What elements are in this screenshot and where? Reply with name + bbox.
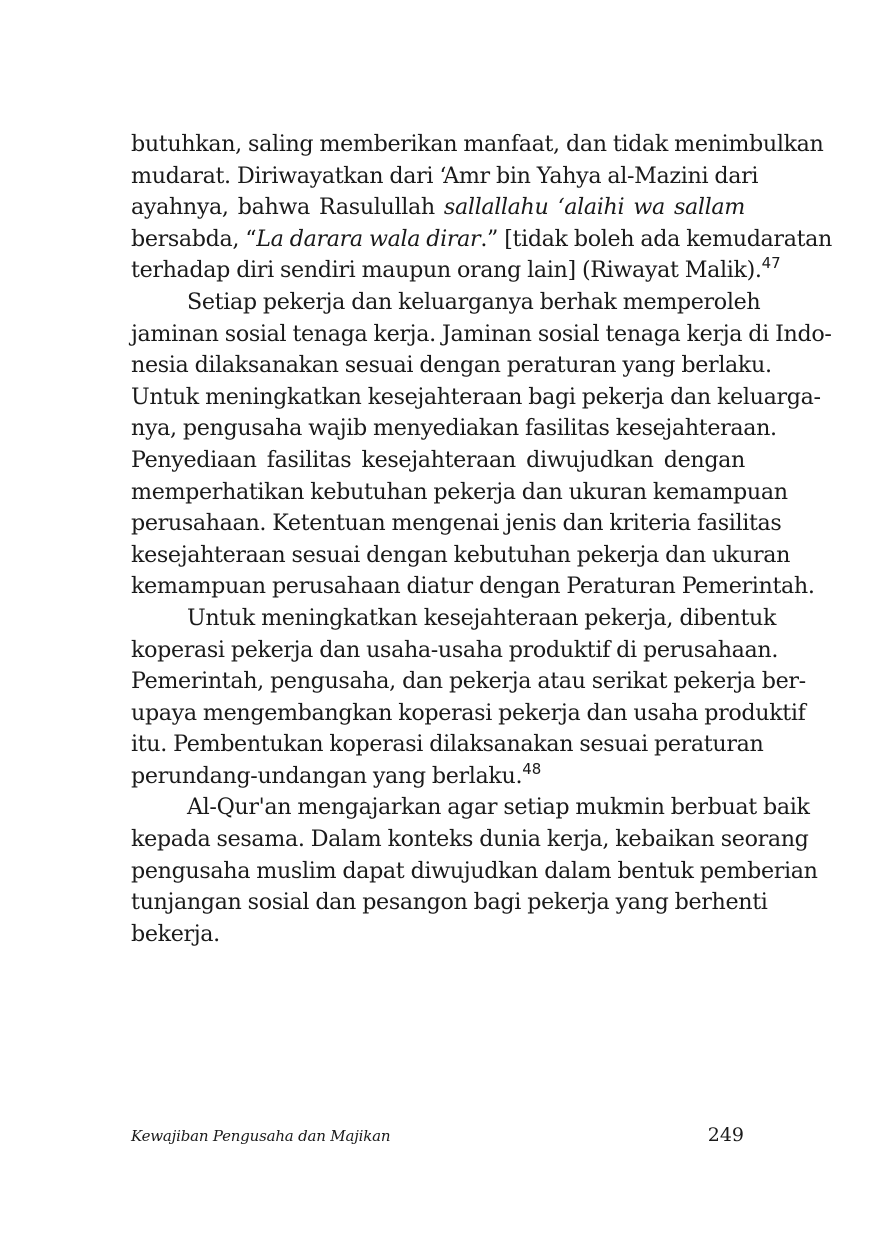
text-line: kesejahteraan sesuai dengan kebutuhan pekerja dan ukuran [131, 541, 791, 568]
text-line: terhadap diri sendiri maupun orang lain] (Riwayat Malik).$^{47}$ [131, 254, 781, 284]
text-line: Untuk meningkatkan kesejahteraan bagi pekerja dan keluarga- [131, 383, 821, 410]
text-line: Al-Qur'an mengajarkan agar setiap mukmin berbuat baik [187, 794, 810, 821]
text-line: Penyediaan fasilitas kesejahteraan diwujudkan dengan [131, 446, 745, 473]
text-line: ayahnya, bahwa Rasulullah sallallahu ‘alaihi wa sallam [131, 194, 745, 221]
italic-phrase: sallallahu ‘alaihi wa sallam [443, 194, 745, 221]
running-footer-title: Kewajiban Pengusaha dan Majikan [131, 1127, 391, 1145]
italic-phrase: La darara wala dirar [256, 225, 481, 252]
text-line: itu. Pembentukan koperasi dilaksanakan sesuai peraturan [131, 731, 764, 758]
page-number: 249 [707, 1124, 744, 1146]
text-line: Pemerintah, pengusaha, dan pekerja atau serikat pekerja ber- [131, 668, 806, 695]
text-line: pengusaha muslim dapat diwujudkan dalam bentuk pemberian [131, 857, 818, 884]
text-line: Setiap pekerja dan keluarganya berhak memperoleh [187, 288, 761, 315]
text-line: upaya mengembangkan koperasi pekerja dan usaha produktif [131, 699, 806, 726]
body-text [131, 129, 832, 950]
text-line: Untuk meningkatkan kesejahteraan pekerja, dibentuk [187, 604, 777, 631]
text-line: perusahaan. Ketentuan mengenai jenis dan kriteria fasilitas [131, 510, 782, 537]
text-line: kepada sesama. Dalam konteks dunia kerja, kebaikan seorang [131, 826, 809, 853]
text-line: memperhatikan kebutuhan pekerja dan ukuran kemampuan [131, 478, 788, 505]
text-line: koperasi pekerja dan usaha-usaha produktif di perusahaan. [131, 636, 779, 663]
text-line: bersabda, “La darara wala dirar.” [tidak boleh ada kemudaratan [131, 225, 832, 252]
footnote-marker: 47 [761, 254, 781, 273]
text-line: perundang-undangan yang berlaku.$^{48}$ [131, 759, 542, 789]
text-line: tunjangan sosial dan pesangon bagi pekerja yang berhenti [131, 889, 768, 916]
text-line: butuhkan, saling memberikan manfaat, dan tidak menimbulkan [131, 131, 824, 157]
footnote-marker: 48 [522, 759, 542, 778]
text-line: nesia dilaksanakan sesuai dengan peraturan yang berlaku. [131, 352, 772, 379]
text-line: kemampuan perusahaan diatur dengan Peraturan Pemerintah. [131, 573, 815, 600]
text-line: mudarat. Diriwayatkan dari ‘Amr bin Yahya al-Mazini dari [131, 162, 759, 189]
text-line: nya, pengusaha wajib menyediakan fasilitas kesejahteraan. [131, 415, 777, 442]
text-line: jaminan sosial tenaga kerja. Jaminan sosial tenaga kerja di Indo- [131, 320, 832, 347]
text-line: bekerja. [131, 920, 220, 947]
